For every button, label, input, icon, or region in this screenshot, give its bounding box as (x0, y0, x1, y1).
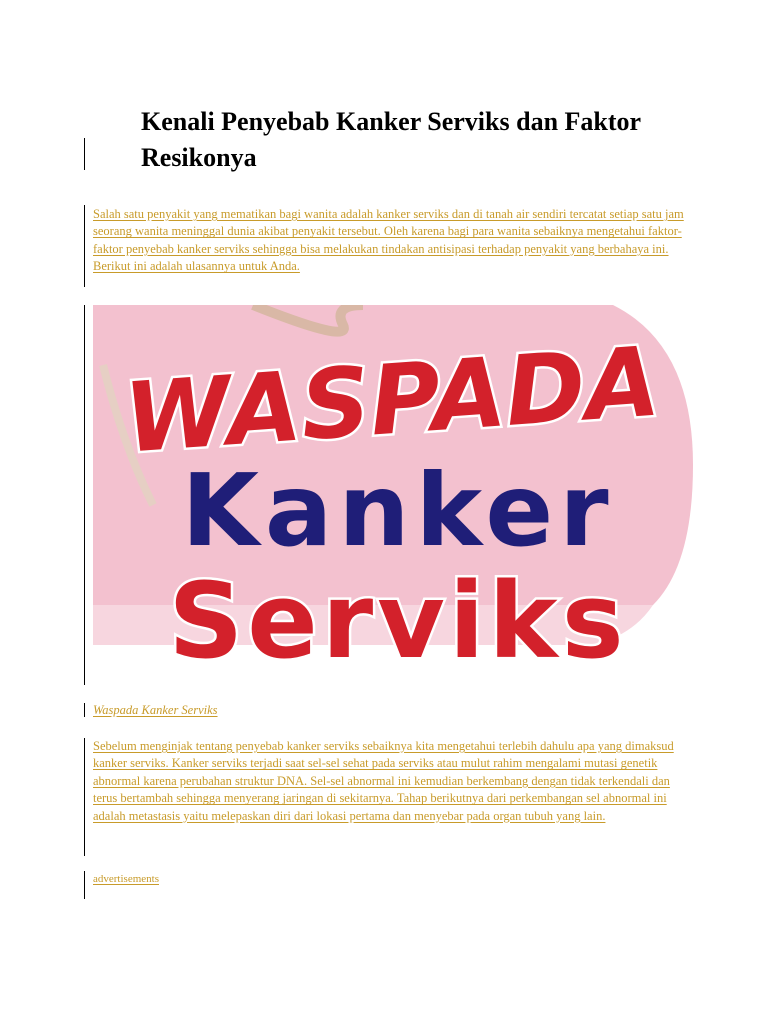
margin-bar-intro (84, 205, 85, 287)
intro-paragraph (93, 206, 693, 276)
caption-link[interactable]: Waspada Kanker Serviks (93, 703, 218, 717)
margin-bar-ads (84, 871, 85, 899)
body-paragraph (93, 738, 693, 825)
margin-bar-caption (84, 703, 85, 717)
margin-bar-image (84, 305, 85, 685)
banner-image (93, 305, 713, 685)
banner-line-kanker: Kanker (181, 452, 615, 569)
body-link[interactable]: Sebelum menginjak tentang penyebab kanker serviks sebaiknya kita mengetahui terlebih dahulu apa yang dimaksud kanker serviks. Kanker serviks terjadi saat sel-sel sehat pada serviks atau mulut rahim mengalami mutasi genetik abnormal karena perubahan struktur DNA. Sel-sel abnormal ini kemudian berkembang dengan tidak terkendali dan terus bertambah sehingga menyerang jaringan di sekitarnya. Tahap berikutnya dari perkembangan sel abnormal ini adalah metastasis yaitu melepaskan diri dari lokasi pertama dan menyebar pada organ tubuh yang lain. (93, 739, 674, 823)
image-caption (93, 702, 218, 719)
page-title: Kenali Penyebab Kanker Serviks dan Faktor Resikonya (141, 107, 641, 172)
margin-bar-title (84, 138, 85, 170)
intro-link[interactable]: Salah satu penyakit yang mematikan bagi wanita adalah kanker serviks dan di tanah air sendiri tercatat setiap satu jam seorang wanita meninggal dunia akibat penyakit tersebut. Oleh karena bagi para wanita sebaiknya mengetahui faktor-faktor penyebab kanker serviks sehingga bisa melakukan tindakan antisipasi terhadap penyakit yang berbahaya ini. Berikut ini adalah ulasannya untuk Anda. (93, 207, 684, 274)
margin-bar-body (84, 738, 85, 856)
banner-line-waspada: WASPADA (120, 325, 664, 475)
ads-label (93, 872, 159, 886)
ads-link[interactable]: advertisements (93, 873, 159, 885)
banner-line-serviks: Serviks (168, 560, 628, 682)
